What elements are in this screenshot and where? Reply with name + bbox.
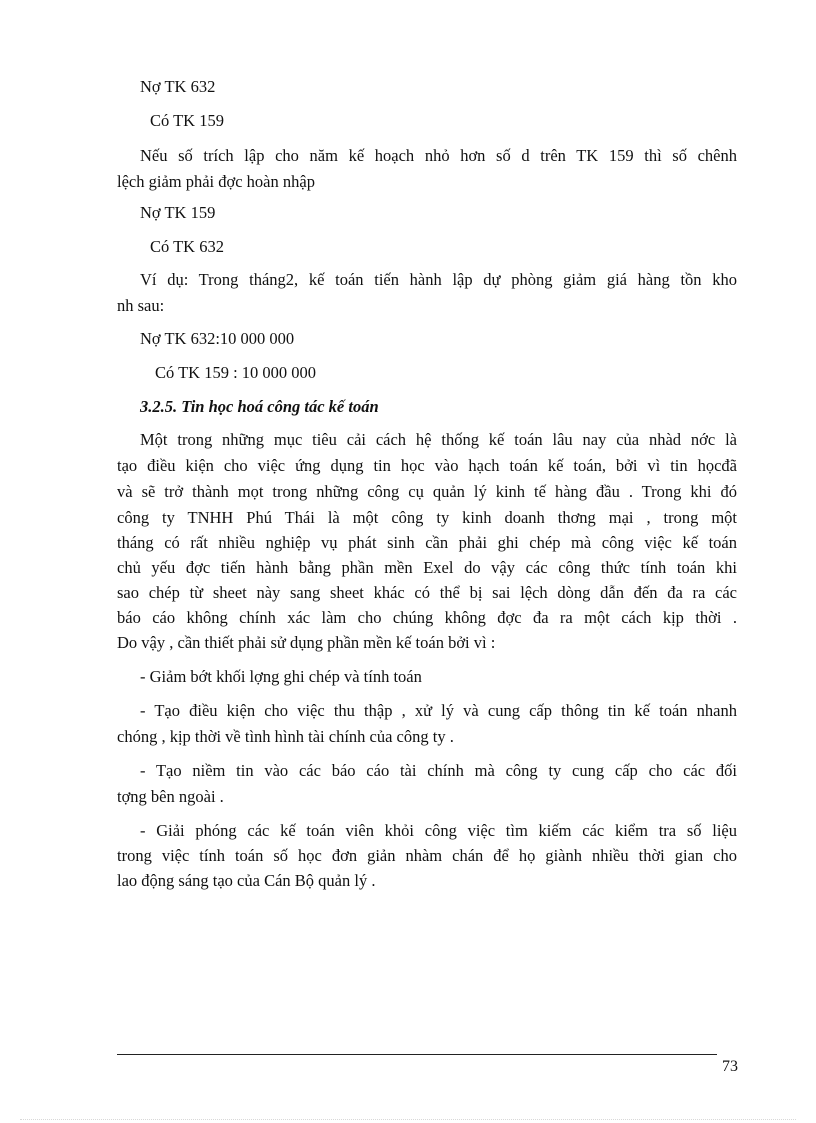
paragraph-line: tạo điều kiện cho việc ứng dụng tin học vào hạch toán kế toán, bởi vì tin họcđã — [117, 456, 737, 475]
example-credit-entry: Có TK 159 : 10 000 000 — [155, 363, 317, 382]
paragraph-line: Do vậy , cần thiết phải sử dụng phần mền kế toán bởi vì : — [117, 633, 496, 652]
paragraph-line: lệch giảm phải đợc hoàn nhập — [117, 172, 315, 191]
page-bottom-edge — [20, 1119, 796, 1120]
bullet-item-continuation: tợng bên ngoài . — [117, 787, 224, 806]
bullet-item-continuation: trong việc tính toán số học đơn giản nhàm chán để họ giành nhiều thời gian cho — [117, 846, 737, 865]
paragraph-line: nh sau: — [117, 296, 165, 315]
bullet-item-continuation: lao động sáng tạo của Cán Bộ quản lý . — [117, 871, 376, 890]
paragraph-line: Ví dụ: Trong tháng2, kế toán tiến hành lập dự phòng giảm giá hàng tồn kho — [140, 270, 737, 289]
bullet-item: - Tạo điều kiện cho việc thu thập , xử lý và cung cấp thông tin kế toán nhanh — [140, 701, 737, 720]
paragraph-line: chủ yếu đợc tiến hành bằng phần mền Exel do vậy các công thức tính toán khi — [117, 558, 737, 577]
entry-debit-632: Nợ TK 632 — [140, 77, 216, 96]
entry-debit-159: Nợ TK 159 — [140, 203, 216, 222]
paragraph-line: Một trong những mục tiêu cải cách hệ thống kế toán lâu nay của nhàd nớc là — [140, 430, 737, 449]
example-debit-entry: Nợ TK 632:10 000 000 — [140, 329, 295, 348]
paragraph-line: báo cáo không chính xác làm cho chúng không đợc đa ra một cách kịp thời . — [117, 608, 737, 627]
entry-credit-632: Có TK 632 — [150, 237, 224, 256]
paragraph-line: sao chép từ sheet này sang sheet khác có thể bị sai lệch dòng dẫn đến đa ra các — [117, 583, 737, 602]
paragraph-line: Nếu số trích lập cho năm kế hoạch nhỏ hơn số d trên TK 159 thì số chênh — [140, 146, 737, 165]
bullet-item: - Tạo niềm tin vào các báo cáo tài chính mà công ty cung cấp cho các đối — [140, 761, 737, 780]
section-heading: 3.2.5. Tin học hoá công tác kế toán — [140, 397, 379, 416]
bullet-item-continuation: chóng , kịp thời về tình hình tài chính của công ty . — [117, 727, 454, 746]
bullet-item: - Giảm bớt khối lợng ghi chép và tính toán — [140, 667, 422, 686]
paragraph-line: công ty TNHH Phú Thái là một công ty kinh doanh thơng mại , trong một — [117, 508, 737, 527]
bullet-item: - Giải phóng các kế toán viên khỏi công việc tìm kiếm các kiểm tra số liệu — [140, 821, 737, 840]
entry-credit-159: Có TK 159 — [150, 111, 224, 130]
page-number: 73 — [722, 1058, 738, 1075]
paragraph-line: tháng có rất nhiều nghiệp vụ phát sinh cần phải ghi chép mà công việc kế toán — [117, 533, 737, 552]
paragraph-line: và sẽ trở thành mọt trong những công cụ quản lý kinh tế hàng đầu . Trong khi đó — [117, 482, 737, 501]
footer-divider — [117, 1054, 717, 1055]
